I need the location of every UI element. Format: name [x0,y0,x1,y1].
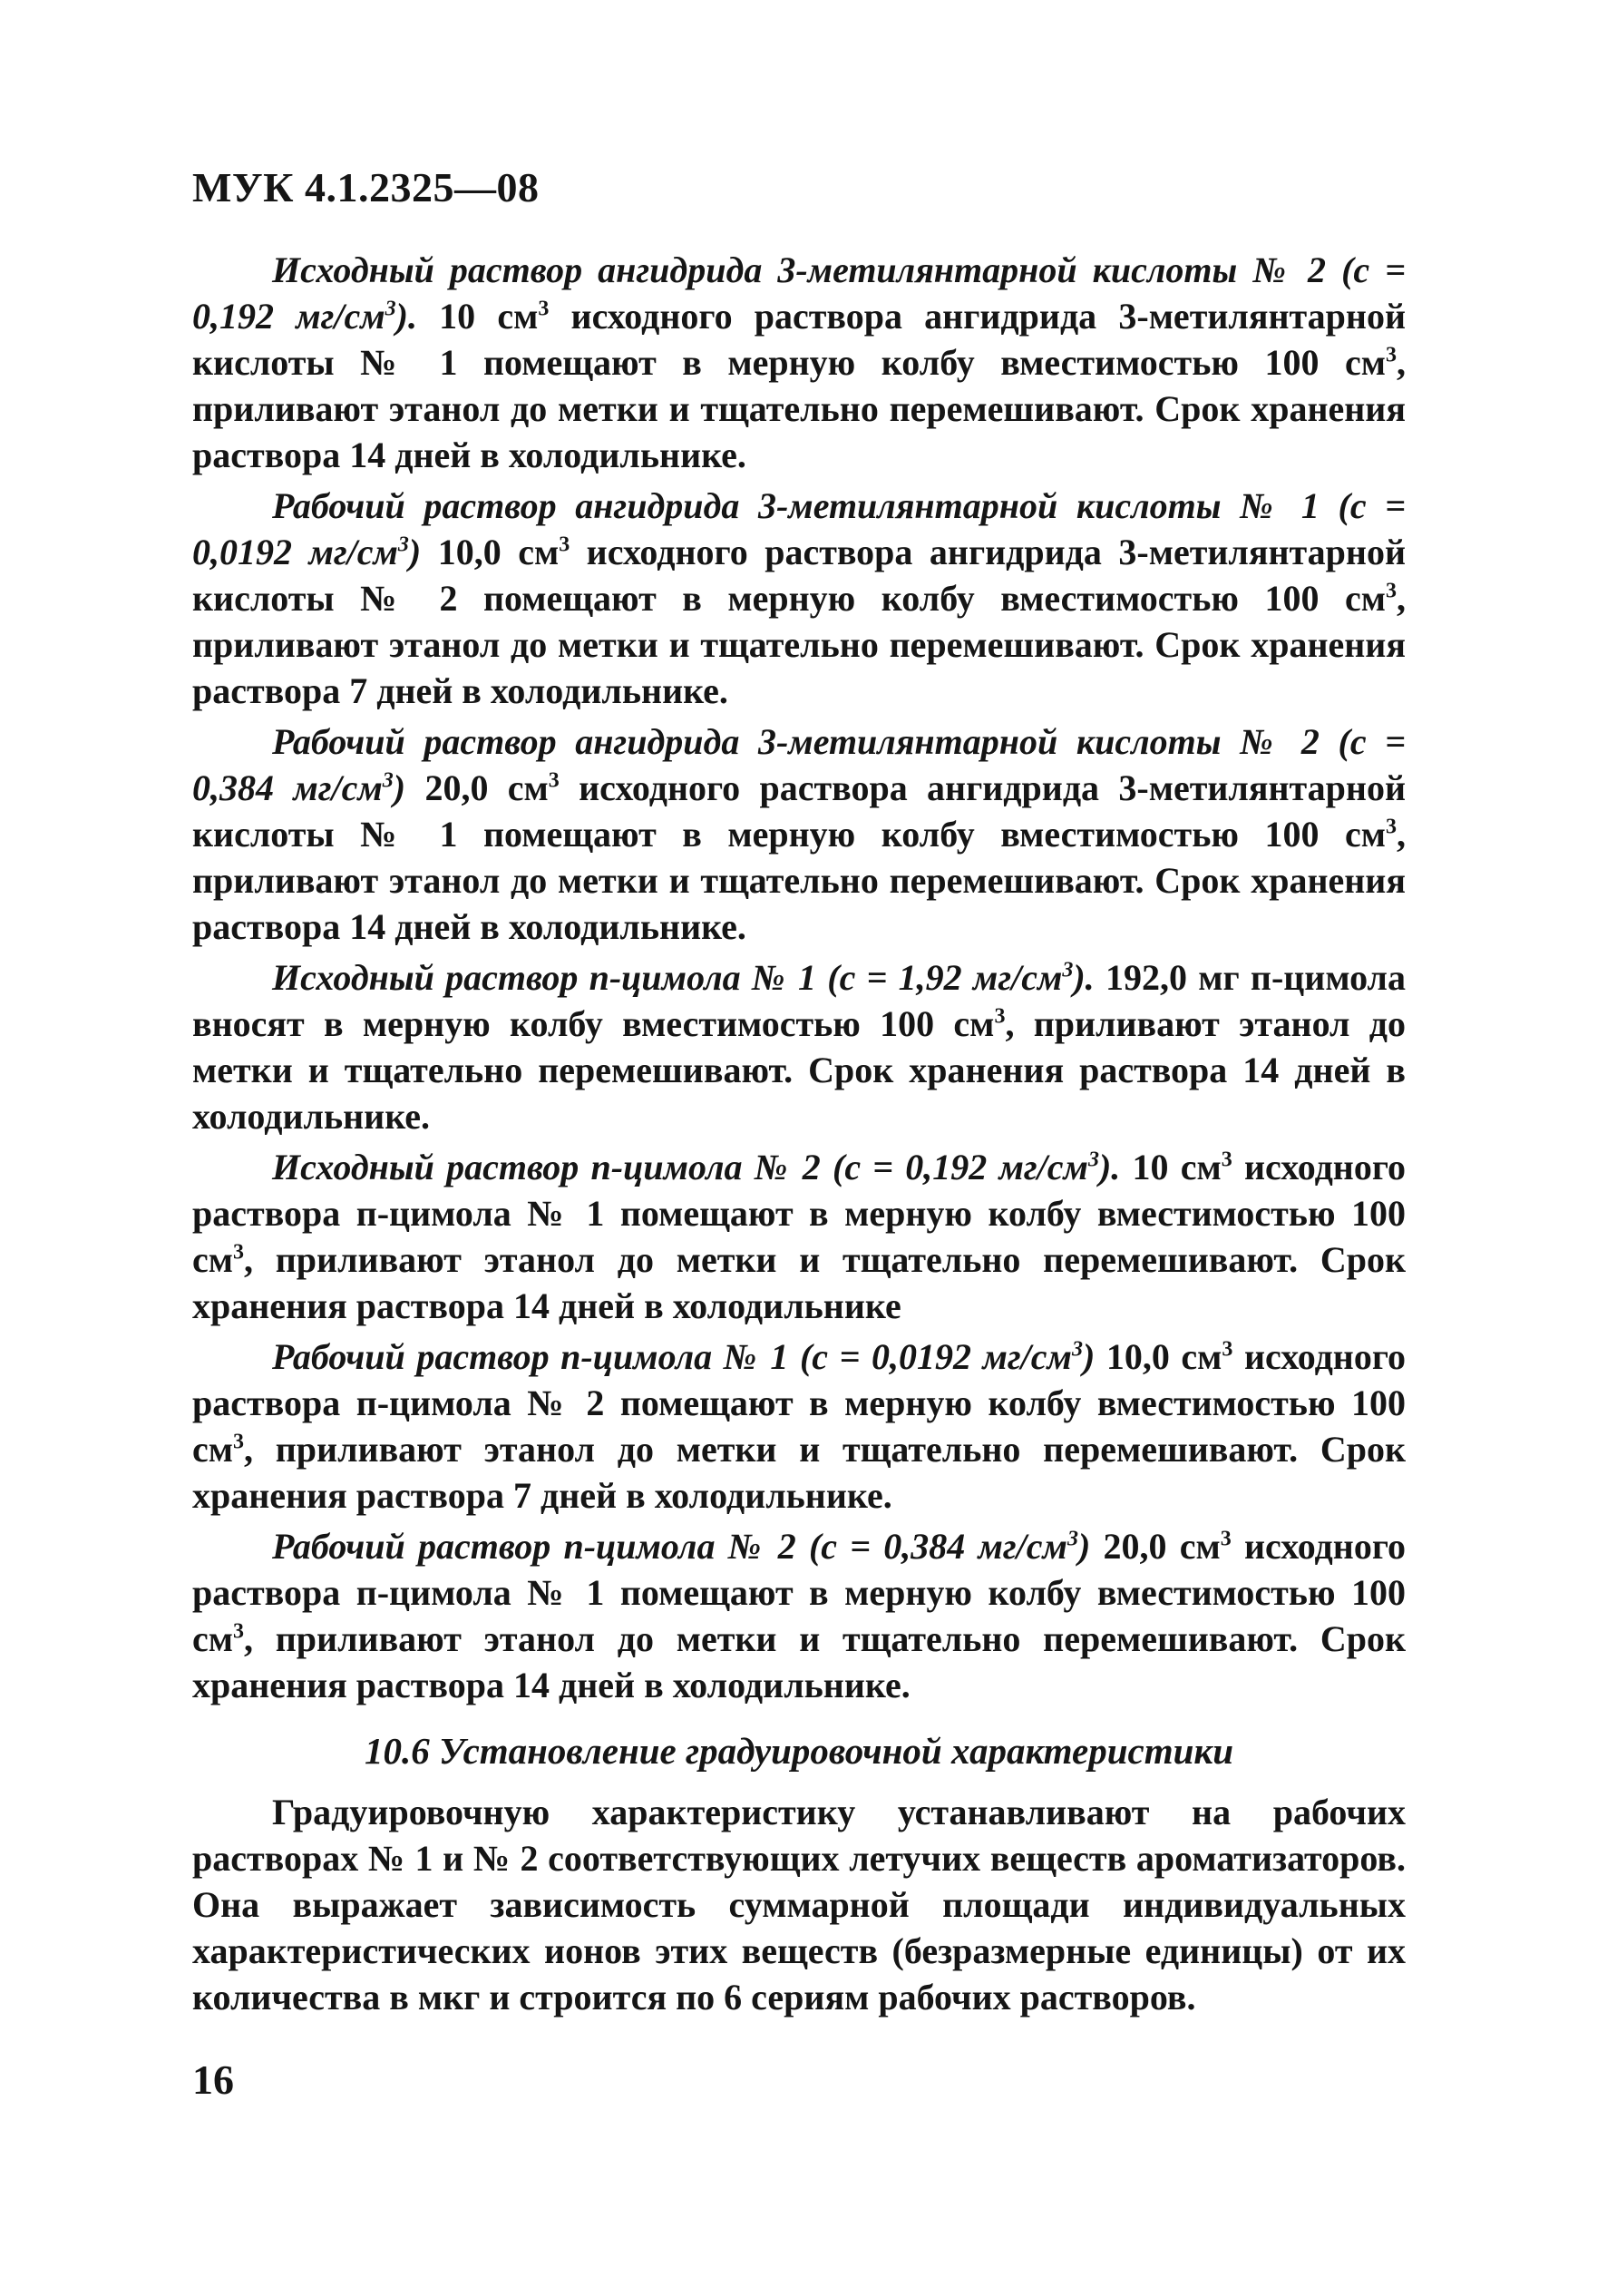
paragraph-working-cymene-2: Рабочий раствор п-цимола № 2 (с = 0,384 $мг/см^3$) 20,0 $см^3$ исходного раствора п-цимола № 1 помещают в мерную колбу вместимостью 100 $см^3$, приливают этанол до метки и тщательно перемешивают. Срок хранения раствора 14 дней в холодильнике. [192,1526,1407,1705]
section-heading: 10.6 Установление градуировочной характеристики [364,1730,1234,1772]
paragraph-working-methylsuccinic-1: Рабочий раствор ангидрида 3-метилянтарной кислоты № 1 (с = 0,0192 $мг/см^3$) 10,0 $см^3$ исходного раствора ангидрида 3-метилянтарной кислоты № 2 помещают в мерную колбу вместимостью 100 $см^3$, приливают этанол до метки и тщательно перемешивают. Срок хранения раствора 7 дней в холодильнике. [192,485,1407,711]
paragraph-title: Исходный раствор п-цимола № 2 (с = 0,192 $мг/см^3$). [272,1147,1121,1187]
paragraph-stock-methylsuccinic-2: Исходный раствор ангидрида 3-метилянтарной кислоты № 2 (с = 0,192 $мг/см^3$). 10 $см^3$ исходного раствора ангидрида 3-метилянтарной кислоты № 1 помещают в мерную колбу вместимостью 100 $см^3$, приливают этанол до метки и тщательно перемешивают. Срок хранения раствора 14 дней в холодильнике. [192,249,1406,475]
paragraph-title: Рабочий раствор п-цимола № 2 (с = 0,384 $мг/см^3$) [272,1526,1091,1567]
paragraph-title: Рабочий раствор п-цимола № 1 (с = 0,0192 $мг/см^3$) [272,1336,1096,1377]
page-number: 16 [192,2057,234,2103]
document-body [192,247,1406,2025]
paragraph-stock-cymene-2: Исходный раствор п-цимола № 2 (с = 0,192 $мг/см^3$). 10 $см^3$ исходного раствора п-цимола № 1 помещают в мерную колбу вместимостью 100 $см^3$, приливают этанол до метки и тщательно перемешивают. Срок хранения раствора 14 дней в холодильнике [192,1147,1407,1326]
paragraph-working-methylsuccinic-2: Рабочий раствор ангидрида 3-метилянтарной кислоты № 2 (с = 0,384 $мг/см^3$) 20,0 $см^3$ исходного раствора ангидрида 3-метилянтарной кислоты № 1 помещают в мерную колбу вместимостью 100 $см^3$, приливают этанол до метки и тщательно перемешивают. Срок хранения раствора 14 дней в холодильнике. [192,721,1407,947]
paragraph-title: Рабочий раствор ангидрида 3-метилянтарной кислоты № 2 (с = 0,384 $мг/см^3$) [192,721,1406,808]
paragraph-stock-cymene-1: Исходный раствор п-цимола № 1 (с = 1,92 $мг/см^3$). 192,0 мг п-цимола вносят в мерную колбу вместимостью 100 $см^3$, приливают этанол до метки и тщательно перемешивают. Срок хранения раствора 14 дней в холодильнике. [192,957,1407,1137]
paragraph-calibration: Градуировочную характеристику устанавливают на рабочих растворах № 1 и № 2 соответствующих летучих веществ ароматизаторов. Она выражает зависимость суммарной площади индивидуальных характеристических ионов этих веществ (безразмерные единицы) от их количества в мкг и строится по 6 сериям рабочих растворов. [192,1792,1406,2018]
paragraph-title: Исходный раствор ангидрида 3-метилянтарной кислоты № 2 (с = 0,192 $мг/см^3$). [192,249,1406,337]
paragraph-title: Исходный раствор п-цимола № 1 (с = 1,92 $мг/см^3$). [272,957,1095,998]
paragraph-working-cymene-1: Рабочий раствор п-цимола № 1 (с = 0,0192 $мг/см^3$) 10,0 $см^3$ исходного раствора п-цимола № 2 помещают в мерную колбу вместимостью 100 $см^3$, приливают этанол до метки и тщательно перемешивают. Срок хранения раствора 7 дней в холодильнике. [192,1336,1407,1516]
document-code: МУК 4.1.2325—08 [192,164,540,210]
paragraph-title: Рабочий раствор ангидрида 3-метилянтарной кислоты № 1 (с = 0,0192 $мг/см^3$) [192,485,1406,572]
